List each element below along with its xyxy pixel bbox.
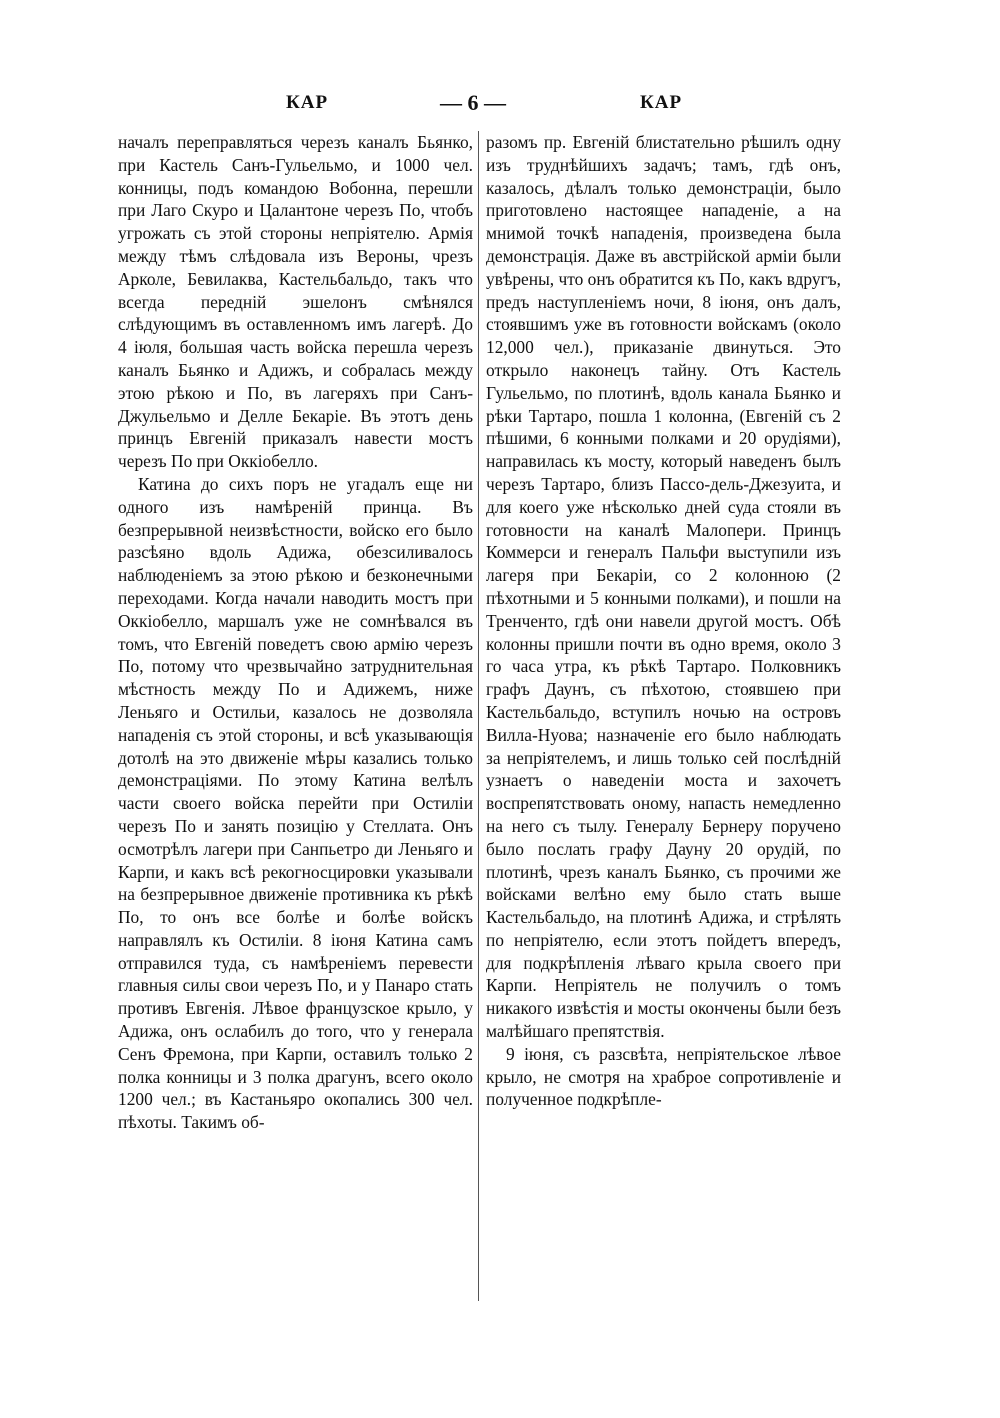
header-right-term: КАР: [640, 92, 683, 113]
right-paragraph-1: разомъ пр. Евгеній блистательно рѣшилъ одну изъ труднѣйшихъ задачъ; тамъ, гдѣ онъ, казалось, дѣлалъ только демонстраціи, было приготовлено настоящее нападеніе, а на мнимой точкѣ нападенія, произведена была демонстрація. Даже въ австрійской арміи были увѣрены, что онъ обратится къ По, какъ вдругъ, предъ наступленіемъ ночи, 8 іюня, онъ далъ, стоявшимъ уже въ готовности войскамъ (около 12,000 чел.), приказаніе двинуться. Это открыло наконецъ тайну. Отъ Кастель Гульельмо, по плотинѣ, вдоль канала Бьянко и рѣки Тартаро, пошла 1 колонна, (Евгеній съ 2 пѣшими, 6 конными полками и 20 орудіями), направилась къ мосту, который наведенъ былъ черезъ Тартаро, близъ Пассо-дель-Джезуита, и для коего уже нѣсколько дней суда стояли въ готовности на каналѣ Малопери. Принцъ Коммерси и генералъ Пальфи выступили изъ лагеря при Бекаріи, со 2 колонною (2 пѣхотными и 5 конными полками), и пошли на Тренченто, гдѣ они навели другой мостъ. Обѣ колонны пришли почти въ одно время, около 3 го часа утра, къ рѣкѣ Тартаро. Полковникъ графъ Даунъ, съ пѣхотою, стоявшею при Кастельбальдо, вступилъ ночью на островъ Вилла-Нуова; назначеніе его было наблюдать за непріятелемъ, и лишь только сей послѣдній узнаетъ о наведеніи моста и захочетъ воспрепятствовать оному, напасть немедленно на него съ тылу. Генералу Бернеру поручено было послать графу Дауну 20 орудій, по плотинѣ, чрезъ каналъ Бьянко, съ прочими же войсками велѣно ему было стать выше Кастельбальдо, на плотинѣ Адижа, и стрѣлять по непріятелю, если этотъ пойдетъ впередъ, для подкрѣпленія лѣваго крыла своего при Карпи. Непріятель не получилъ о томъ никакого извѣстія и мосты окончены были безъ малѣйшаго препятствія.: [486, 132, 841, 1042]
header-left-term: КАР: [286, 92, 329, 113]
column-divider: [478, 131, 479, 1301]
right-text-column: [486, 131, 841, 1111]
left-paragraph-2: Катина до сихъ поръ не угадалъ еще ни одного изъ намѣреній принца. Въ безпрерывной неизвѣстности, войско его было разсѣяно вдоль Адижа, обезсиливалось наблюденіемъ за этою рѣкою и безконечными переходами. Когда начали наводить мостъ при Оккіобелло, маршалъ уже не сомнѣвался въ томъ, что Евгеній поведетъ свою армію черезъ По, потому что чрезвычайно затруднительная мѣстность между По и Адижемъ, ниже Леньяго и Остильи, казалось не дозволяла нападенія съ этой стороны, и всѣ указывающія дотолѣ на это движеніе мѣры казались только демонстраціями. По этому Катина велѣлъ части своего войска перейти при Остиліи черезъ По и занять позицію у Стеллата. Онъ осмотрѣлъ лагери при Санпьетро ди Леньяго и Карпи, и какъ всѣ рекогносцировки указывали на безпрерывное движеніе противника къ рѣкѣ По, то онъ все болѣе и болѣе войскъ направлялъ къ Остиліи. 8 іюня Катина самъ отправился туда, съ намѣреніемъ перевести главныя силы свои черезъ По, и у Панаро стать противъ Евгенія. Лѣвое французское крыло, у Адижа, онъ ослабилъ до того, что у генерала Сенъ Фремона, при Карпи, оставилъ только 2 полка конницы и 3 полка драгунъ, всего около 1200 чел.; въ Кастаньяро окопались 300 чел. пѣхоты. Такимъ об-: [118, 473, 473, 1133]
running-header: [118, 92, 868, 122]
page-number: — 6 —: [440, 90, 506, 115]
right-paragraph-2: 9 іюня, съ разсвѣта, непріятельское лѣвое крыло, не смотря на храброе сопротивленіе и полученное подкрѣпле-: [486, 1043, 841, 1110]
left-text-column: [118, 131, 473, 1134]
left-paragraph-1: началъ переправляться черезъ каналъ Бьянко, при Кастель Санъ-Гульельмо, и 1000 чел. конницы, подъ командою Вобонна, перешли при Лаго Скуро и Цалантоне черезъ По, чтобъ угрожать съ этой стороны непріятелю. Армія между тѣмъ слѣдовала изъ Вероны, чрезъ Арколе, Бевилаква, Кастельбальдо, такъ что всегда передній эшелонъ смѣнялся слѣдующимъ въ оставленномъ имъ лагерѣ. До 4 іюля, большая часть войска перешла черезъ каналъ Бьянко и Адижъ, и собралась между этою рѣкою и По, въ лагеряхъ при Санъ-Джульельмо и Делле Бекаріе. Въ этотъ день принцъ Евгеній приказалъ навести мостъ черезъ По при Оккіобелло.: [118, 132, 473, 472]
